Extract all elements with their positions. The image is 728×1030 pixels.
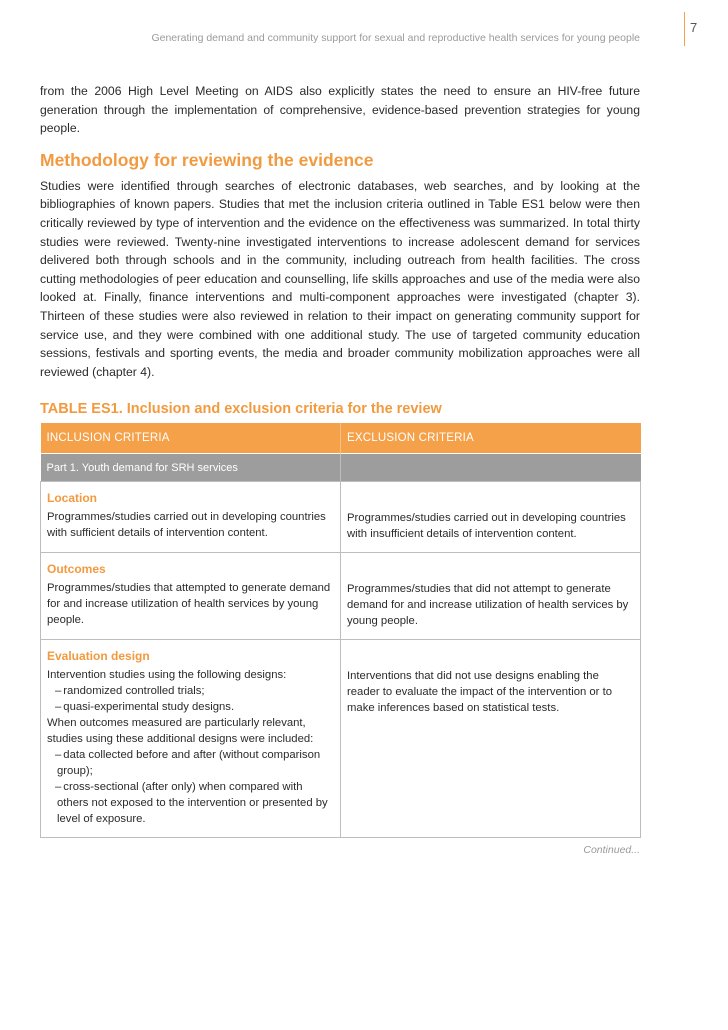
page-number-rule [684, 12, 685, 46]
continued-note: Continued... [583, 844, 640, 857]
evaluation-extra-2: – cross-sectional (after only) when compared with others not exposed to the intervention or presented by level of exposure. [55, 781, 328, 826]
header-exclusion: EXCLUSION CRITERIA [341, 423, 641, 454]
header-inclusion: INCLUSION CRITERIA [41, 423, 341, 454]
methodology-heading: Methodology for reviewing the evidence [40, 149, 374, 170]
outcomes-inclusion-cell [41, 553, 341, 640]
evaluation-additional-2: studies using these additional designs were included: [47, 733, 314, 746]
evaluation-exclusion-cell [341, 640, 641, 838]
location-inclusion-cell [41, 482, 341, 553]
page-number: 7 [690, 20, 698, 35]
criteria-table [40, 423, 641, 838]
outcomes-heading: Outcomes [47, 562, 106, 577]
location-inclusion: Programmes/studies carried out in developing countries with sufficient details of intervention content. [47, 511, 326, 540]
part-label: Part 1. Youth demand for SRH services [41, 454, 341, 482]
location-exclusion: Programmes/studies carried out in developing countries with insufficient details of intervention content. [347, 512, 626, 541]
evaluation-inclusion-cell [41, 640, 341, 838]
evaluation-exclusion: Interventions that did not use designs enabling the reader to evaluate the impact of the intervention or to make inferences based on statistical tests. [347, 670, 613, 715]
location-heading: Location [47, 491, 97, 506]
part-row [41, 454, 641, 482]
table-row-evaluation [41, 640, 641, 838]
table-row-outcomes [41, 553, 641, 640]
location-exclusion-cell [341, 482, 641, 553]
evaluation-design-1: – randomized controlled trials; [55, 685, 205, 698]
evaluation-design-2-text: quasi-experimental study designs. [63, 701, 235, 714]
outcomes-exclusion: Programmes/studies that did not attempt to generate demand for and increase utilization of health services by young people. [347, 583, 629, 628]
table-header-row [41, 423, 641, 454]
evaluation-design-1-text: randomized controlled trials; [63, 685, 205, 698]
evaluation-additional-1: When outcomes measured are particularly relevant, [47, 717, 306, 730]
evaluation-extra-1: – data collected before and after (without comparison group); [55, 749, 321, 778]
outcomes-exclusion-cell [341, 553, 641, 640]
part-empty-cell [341, 454, 641, 482]
methodology-paragraph: Studies were identified through searches of electronic databases, web searches, and by looking at the bibliographies of known papers. Studies that met the inclusion criteria outlined in Table ES1 below were then critically reviewed by type of intervention and the evidence on the effectiveness was summarized. In total thirty studies were reviewed. Twenty-nine investigated interventions to increase adolescent demand for services delivered both through schools and in the community, including outreach from health facilities. The cross cutting methodologies of peer education and counselling, life skills approaches and use of the media were also looked at. Finally, finance interventions and multi-component approaches were investigated (chapter 3). Thirteen of these studies were also reviewed in relation to their impact on generating community support for service use, and they were combined with one additional study. The use of targeted community education sessions, festivals and sporting events, the media and broader community mobilization approaches were all reviewed (chapter 4). [40, 178, 640, 379]
evaluation-intro: Intervention studies using the following designs: [47, 669, 287, 682]
evaluation-extra-1-text: data collected before and after (without comparison group); [57, 749, 321, 778]
evaluation-design-2: – quasi-experimental study designs. [55, 701, 235, 714]
evaluation-heading: Evaluation design [47, 649, 150, 664]
evaluation-extra-2-text: cross-sectional (after only) when compared with others not exposed to the intervention or presented by level of exposure. [57, 781, 328, 826]
outcomes-inclusion: Programmes/studies that attempted to generate demand for and increase utilization of health services by young people. [47, 582, 331, 627]
page-content [40, 82, 640, 856]
running-head: Generating demand and community support for sexual and reproductive health services for young people [151, 32, 640, 44]
intro-paragraph: from the 2006 High Level Meeting on AIDS also explicitly states the need to ensure an HIV-free future generation through the implementation of comprehensive, evidence-based prevention strategies for young people. [40, 84, 640, 136]
table-title: TABLE ES1. Inclusion and exclusion criteria for the review [40, 401, 442, 418]
table-row-location [41, 482, 641, 553]
